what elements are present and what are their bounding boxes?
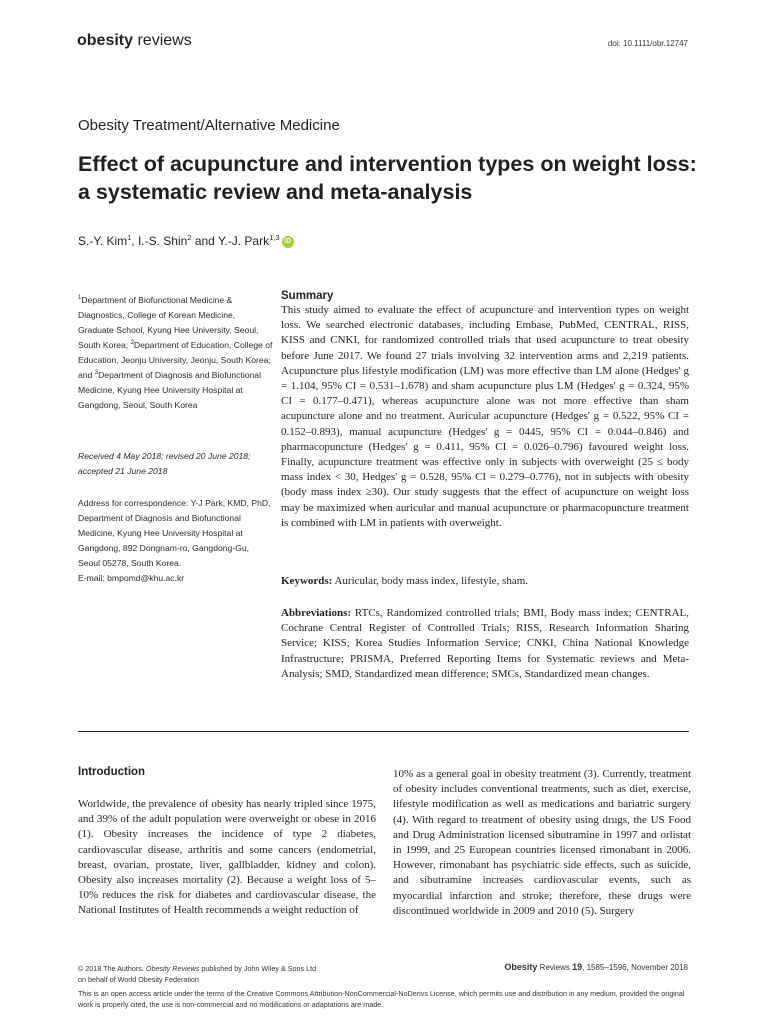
- section-label: Obesity Treatment/Alternative Medicine: [78, 117, 340, 134]
- author-list: S.-Y. Kim$^1$, I.-S. Shin$^2$ and Y.-J. Park$^{1,3}$ iD: [78, 233, 294, 248]
- introduction-heading: Introduction: [78, 766, 146, 778]
- doi[interactable]: doi: 10.1111/obr.12747: [607, 39, 688, 48]
- correspondence-address: Address for correspondence: Y-J Park, KMD, PhD, Department of Diagnosis and Biofunctional Medicine, Kyung Hee University Hospital at Gangdong, 892 Dongnam-ro, Gangdong-Gu, Seoul 05278, South Korea. E-mail: bmpomd@khu.ac.kr: [78, 498, 271, 583]
- summary-body: This study aimed to evaluate the effect of acupuncture and intervention types on weight loss. We searched electronic databases, including Embase, PubMed, CENTRAL, RISS, KISS and CNKI, for randomized controlled trials that used acupuncture to treat obesity before June 2017. We found 27 trials involving 32 intervention arms and 2,219 patients. Acupuncture plus lifestyle modification (LM) was more effective than LM alone (Hedges' g = 1.104, 95% CI = 0.531–1.678) and sham acupuncture plus LM (Hedges' g = 0.324, 95% CI = 0.177–0.471), whereas acupuncture alone was not more effective than sham acupuncture alone and no treatment. Auricular acupuncture (Hedges' g = 0.522, 95% CI = 0.152–0.893), manual acupuncture (Hedges' g = 0445, 95% CI = 0.044–0.846) and pharmacopuncture (Hedges' g = 0.411, 95% CI = 0.026–0.796) favoured weight loss. Finally, acupuncture treatment was effective only in subjects with overweight (25 ≤ body mass index < 30, Hedges' g = 0.528, 95% CI = 0.279–0.776), not in subjects with obesity (body mass index ≥30). Our study suggests that the effect of acupuncture on weight loss may be maximized when auricular and manual acupuncture or pharmacopuncture treatment is combined with LM in patients with overweight.: [281, 304, 689, 529]
- section-divider: [78, 731, 689, 732]
- orcid-icon[interactable]: iD: [282, 236, 294, 248]
- introduction-column-left: Worldwide, the prevalence of obesity has nearly tripled since 1975, and 39% of the adult population were overweight or obese in 2016 (1). Obesity increases the incidence of type 2 diabetes, cardiovascular disease, arthritis and some cancers (endometrial, breast, ovarian, prostate, liver, gallbladder, kidney and colon). Obesity also increases mortality (2). Because a weight loss of 5–10% reduces the risk for diabetes and cardiovascular disease, the National Institutes of Health recommends a weight reduction of: [78, 798, 376, 917]
- abbreviations: Abbreviations: RTCs, Randomized controlled trials; BMI, Body mass index; CENTRAL, Cochrane Central Register of Controlled Trials; RISS, Research Information Sharing Service; KISS, Korea Studies Information Service; CNKI, China National Knowledge Infrastructure; PRISMA, Preferred Reporting Items for Systematic reviews and Meta-Analysis; SMD, Standardized mean difference; SMCs, Standardized mean changes.: [281, 607, 689, 680]
- citation: Obesity Reviews 19, 1585–1596, November 2018: [504, 962, 688, 972]
- copyright-notice: © 2018 The Authors. Obesity Reviews published by John Wiley & Sons Ltd on behalf of World Obesity Federation: [78, 964, 317, 984]
- article-dates: Received 4 May 2018; revised 20 June 2018; accepted 21 June 2018: [78, 451, 251, 476]
- journal-name: obesity reviews: [77, 32, 192, 49]
- summary-section: [281, 290, 689, 531]
- keywords: Keywords: Auricular, body mass index, lifestyle, sham.: [281, 575, 529, 587]
- affiliations: $^1$Department of Biofunctional Medicine & Diagnostics, College of Korean Medicine, Graduate School, Kyung Hee University, Seoul, South Korea; $^2$Department of Education, College of Education, Jeonju University, Jeonju, South Korea; and $^3$Department of Diagnosis and Biofunctional Medicine, Kyung Hee University Hospital at Gangdong, Seoul, South Korea: [78, 295, 273, 410]
- license-notice: This is an open access article under the terms of the Creative Commons Attribution-NonCommercial-NoDerivs License, which permits use and distribution in any medium, provided the original work is properly cited, the use is non-commercial and no modifications or adaptations are made.: [78, 989, 685, 1009]
- email-link[interactable]: E-mail: bmpomd@khu.ac.kr: [78, 573, 185, 583]
- summary-heading: Summary: [281, 290, 334, 302]
- article-title: Effect of acupuncture and intervention types on weight loss: a systematic review and meta-analysis: [78, 152, 697, 204]
- introduction-column-right: 10% as a general goal in obesity treatment (3). Currently, treatment of obesity includes conventional treatments, such as diet, exercise, lifestyle modification as well as medications and bariatric surgery (4). With regard to treatment of obesity using drugs, the US Food and Drug Administration licensed sibutramine in 1997 and orlistat in 1999, and 25 European countries licensed rimonabant in 2006. However, rimonabant has psychiatric side effects, such as suicide, and sibutramine increases cardiovascular events, such as myocardial infarction and stroke; therefore, these drugs were discontinued worldwide in 2009 and 2010 (5). Surgery: [393, 768, 691, 917]
